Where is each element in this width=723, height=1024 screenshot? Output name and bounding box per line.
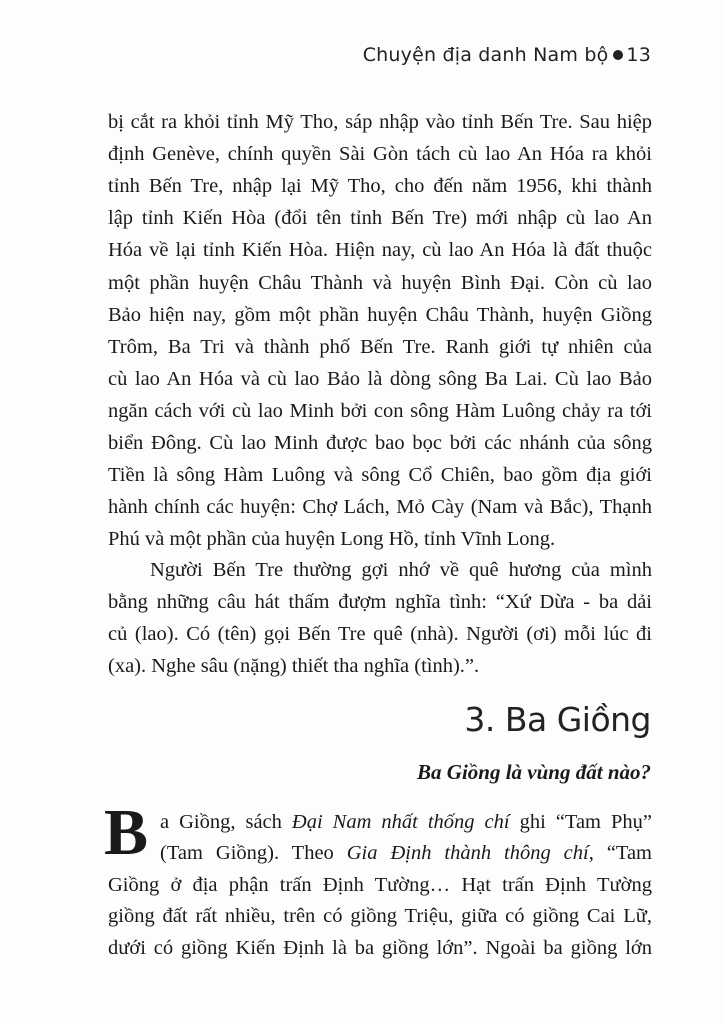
text-run: (Tam Giồng). Theo <box>160 842 347 864</box>
book-title: Đại Nam nhất thống chí <box>291 811 510 833</box>
text-line: ngăn cách với cù lao Minh bởi con sông Hàm Luông chảy ra tới <box>108 399 652 422</box>
text-line: (xa). Nghe sâu (nặng) thiết tha nghĩa (tình).”. <box>108 655 480 677</box>
text-line: dưới có giồng Kiến Định là ba giồng lớn”. Ngoài ba giồng lớn <box>108 937 652 959</box>
section-subheading: Ba Giồng là vùng đất nào? <box>417 760 651 784</box>
text-line: bằng những câu hát thấm đượm nghĩa tình: “Xứ Dừa - ba dải <box>108 591 652 613</box>
text-run: , “Tam <box>588 842 653 864</box>
text-line: Hóa về lại tỉnh Kiến Hòa. Hiện nay, cù lao An Hóa là đất thuộc <box>108 239 652 262</box>
text-line: củ (lao). Có (tên) gọi Bến Tre quê (nhà). Người (ơi) mỗi lúc đi <box>108 623 652 645</box>
text-line: bị cắt ra khỏi tỉnh Mỹ Tho, sáp nhập vào tỉnh Bến Tre. Sau hiệp <box>108 111 652 133</box>
bullet-icon <box>613 50 623 60</box>
text-line: giồng đất rất nhiều, trên có giồng Triệu, giữa có giồng Cai Lữ, <box>108 905 652 927</box>
text-line: cù lao An Hóa và cù lao Bảo là dòng sông Ba Lai. Cù lao Bảo <box>108 367 652 390</box>
text-line: tỉnh Bến Tre, nhập lại Mỹ Tho, cho đến năm 1956, khi thành <box>108 175 652 198</box>
text-line: Bảo hiện nay, gồm một phần huyện Châu Thành, huyện Giồng <box>108 303 652 326</box>
book-title: Gia Định thành thông chí <box>346 842 589 864</box>
text-line: Giồng ở địa phận trấn Định Tường… Hạt trấn Định Tường <box>108 874 652 896</box>
text-run: ghi “Tam Phụ” <box>509 811 653 833</box>
text-line: định Genève, chính quyền Sài Gòn tách cù lao An Hóa ra khỏi <box>108 143 652 166</box>
section-heading: 3. Ba Giồng <box>464 700 651 739</box>
text-line: hành chính các huyện: Chợ Lách, Mỏ Cày (Nam và Bắc), Thạnh <box>108 496 652 519</box>
running-header <box>363 44 651 66</box>
page-number: 13 <box>626 44 651 66</box>
text-line: Trôm, Ba Tri và thành phố Bến Tre. Ranh giới tự nhiên của <box>108 335 652 358</box>
text-line <box>160 810 652 834</box>
text-line: biển Đông. Cù lao Minh được bao bọc bởi các nhánh của sông <box>108 432 652 454</box>
text-line: Người Bến Tre thường gợi nhớ về quê hương của mình <box>150 559 652 581</box>
text-line: Tiền là sông Hàm Luông và sông Cổ Chiên, bao gồm địa giới <box>108 464 652 487</box>
text-line: một phần huyện Châu Thành và huyện Bình Đại. Còn cù lao <box>108 271 652 294</box>
text-line: lập tỉnh Kiến Hòa (đổi tên tỉnh Bến Tre) mới nhập cù lao An <box>108 207 652 230</box>
text-line <box>160 841 652 865</box>
drop-cap: B <box>104 796 149 869</box>
text-run: a Giồng, sách <box>160 811 292 833</box>
text-line: Phú và một phần của huyện Long Hồ, tỉnh Vĩnh Long. <box>108 528 556 551</box>
running-title: Chuyện địa danh Nam bộ <box>362 44 609 66</box>
